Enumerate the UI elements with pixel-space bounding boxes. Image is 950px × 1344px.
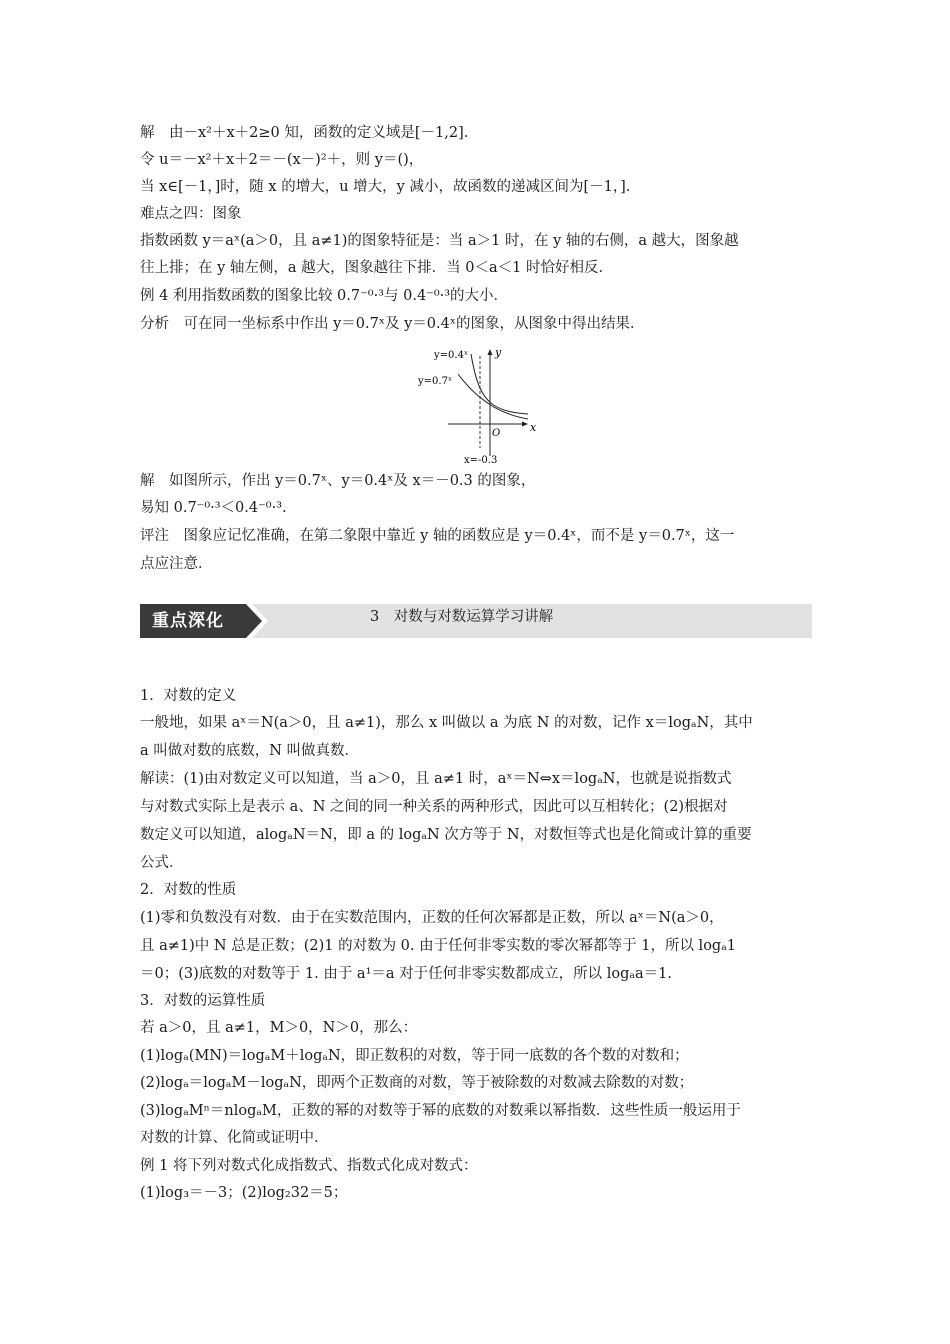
comment-line: 评注 图象应记忆准确，在第二象限中靠近 y 轴的函数应是 y＝0.4ˣ，而不是 y＝0.7ˣ，这一: [140, 528, 735, 544]
label-origin: O: [492, 428, 501, 439]
text-line: 易知 0.7⁻⁰·³＜0.4⁻⁰·³.: [140, 500, 287, 516]
text-line: 数定义可以知道，alogₐN＝N，即 a 的 logₐN 次方等于 N，对数恒等式也是化简或计算的重要: [140, 827, 752, 843]
example-line: 例 1 将下列对数式化成指数式、指数式化成对数式：: [140, 1158, 478, 1174]
banner-title: 3 对数与对数运算学习讲解: [370, 609, 554, 625]
exponential-graph: [410, 344, 550, 466]
section-banner: [140, 604, 812, 638]
heading-operations: 3．对数的运算性质: [140, 993, 266, 1009]
example-line: 例 4 利用指数函数的图象比较 0.7⁻⁰·³与 0.4⁻⁰·³的大小．: [140, 288, 509, 304]
label-0.4x: y=0.4ˣ: [434, 350, 469, 361]
heading-properties: 2．对数的性质: [140, 882, 237, 898]
text-line: 一般地，如果 aˣ＝N(a＞0，且 a≠1)，那么 x 叫做以 a 为底 N 的对数，记作 x＝logₐN，其中: [140, 715, 753, 731]
text-line: 且 a≠1)中 N 总是正数；(2)1 的对数为 0. 由于任何非零实数的零次幂都等于 1，所以 logₐ1: [140, 938, 737, 954]
heading-definition: 1．对数的定义: [140, 688, 237, 704]
label-0.7x: y=0.7ˣ: [418, 376, 453, 387]
text-line: 点应注意．: [140, 556, 213, 572]
y-axis-arrow: [488, 349, 493, 355]
curve-0.4x: [471, 354, 528, 414]
text-line: (3)logₐMⁿ＝nlogₐM，正数的幂的对数等于幂的底数的对数乘以幂指数．这些性质一般运用于: [140, 1103, 741, 1119]
text-line: a 叫做对数的底数，N 叫做真数．: [140, 743, 360, 759]
text-line: 若 a＞0，且 a≠1，M＞0，N＞0，那么：: [140, 1020, 418, 1036]
text-line: 往上排；在 y 轴左侧，a 越大，图象越往下排．当 0＜a＜1 时恰好相反．: [140, 260, 613, 276]
text-line: 解读：(1)由对数定义可以知道，当 a＞0，且 a≠1 时，aˣ＝N⇔x＝logₐN，也就是说指数式: [140, 771, 732, 787]
text-line: 对数的计算、化简或证明中．: [140, 1130, 329, 1146]
text-line: 指数函数 y＝aˣ(a＞0，且 a≠1)的图象特征是：当 a＞1 时，在 y 轴的右侧，a 越大，图象越: [140, 233, 739, 249]
text-line: (1)logₐ(MN)＝logₐM＋logₐN，即正数积的对数，等于同一底数的各个数的对数和；: [140, 1048, 689, 1064]
banner-tag-label: 重点深化: [152, 611, 224, 631]
banner-tag: [140, 604, 272, 638]
label-y: y: [495, 346, 502, 359]
analysis-line: 分析 可在同一坐标系中作出 y＝0.7ˣ及 y＝0.4ˣ的图象，从图象中得出结果．: [140, 316, 645, 332]
label-x: x: [530, 421, 537, 434]
solution-line: 解 如图所示，作出 y＝0.7ˣ、y＝0.4ˣ及 x＝－0.3 的图象，: [140, 473, 536, 489]
text-line: (1)log₃＝－3；(2)log₂32＝5；: [140, 1185, 348, 1201]
text-line: (2)logₐ＝logₐM－logₐN，即两个正数商的对数，等于被除数的对数减去除数的对数；: [140, 1075, 694, 1091]
text-line: 与对数式实际上是表示 a、N 之间的同一种关系的两种形式，因此可以互相转化；(2)根据对: [140, 799, 728, 815]
text-line: 当 x∈[－1，]时，随 x 的增大，u 增大，y 减小，故函数的递减区间为[－1，].: [140, 179, 631, 195]
x-axis-arrow: [522, 422, 528, 427]
exponential-graph-figure: [410, 344, 550, 466]
text-line: 令 u＝－x²＋x＋2＝－(x－)²＋，则 y＝()，: [140, 152, 424, 168]
section-heading: 难点之四：图象: [140, 206, 242, 222]
text-line: (1)零和负数没有对数．由于在实数范围内，正数的任何次幂都是正数，所以 aˣ＝N(a＞0，: [140, 910, 724, 926]
text-line: 解 由－x²＋x＋2≥0 知，函数的定义域是[－1,2].: [140, 125, 469, 141]
label-x-neg-0.3: x=-0.3: [464, 455, 498, 466]
curve-0.7x: [458, 374, 528, 419]
text-line: 公式．: [140, 855, 184, 871]
text-line: ＝0；(3)底数的对数等于 1. 由于 a¹＝a 对于任何非零实数都成立，所以 logₐa＝1.: [140, 966, 672, 982]
